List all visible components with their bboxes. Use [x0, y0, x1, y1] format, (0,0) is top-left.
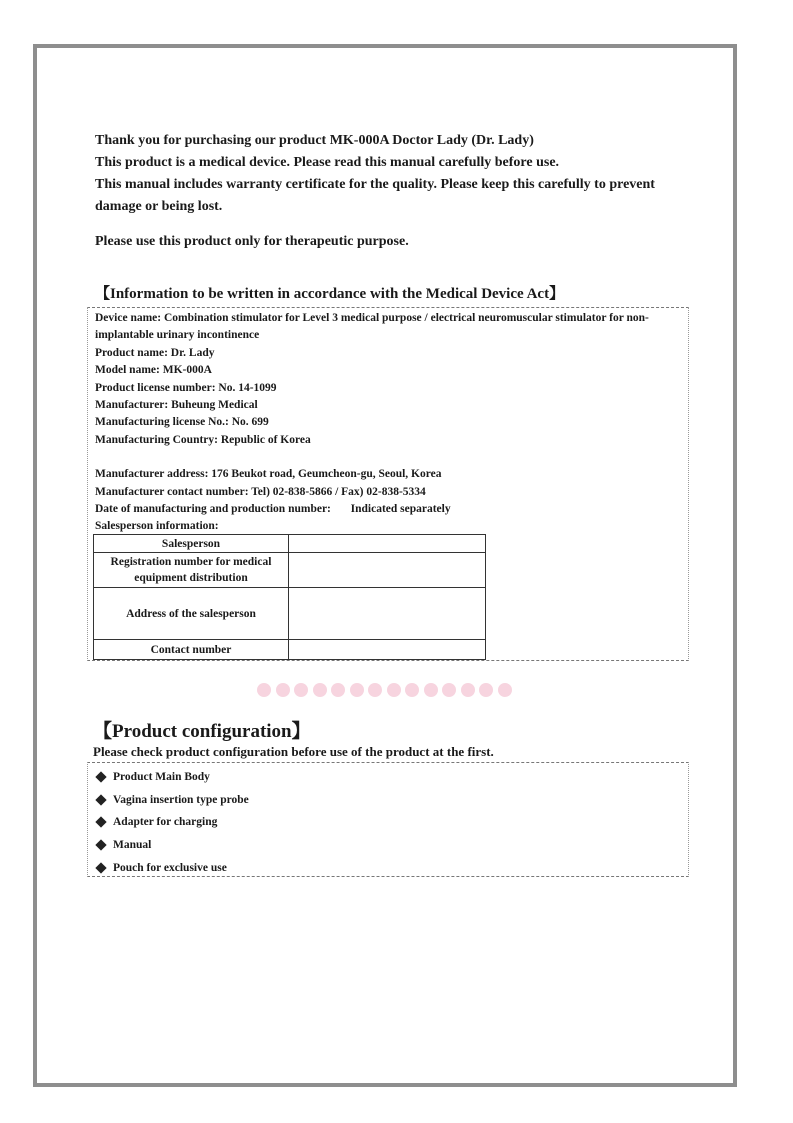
manufacturer-address: Manufacturer address: 176 Beukot road, Geumcheon-gu, Seoul, Korea	[95, 468, 442, 481]
product-configuration-title: 【Product configuration】	[93, 721, 311, 742]
diamond-icon	[95, 794, 106, 805]
registration-number-label: Registration number for medical equipment distribution	[94, 553, 289, 588]
spacer	[95, 449, 687, 466]
decorative-dot	[498, 683, 512, 697]
manufacturing-country: Manufacturing Country: Republic of Korea	[95, 433, 311, 446]
decorative-dot-divider	[257, 683, 512, 697]
salesperson-label: Salesperson	[94, 535, 289, 553]
intro-line-warranty: This manual includes warranty certificate for the quality. Please keep this carefully to prevent damage or being lost.	[95, 177, 655, 214]
decorative-dot	[387, 683, 401, 697]
decorative-dot	[276, 683, 290, 697]
decorative-dot	[350, 683, 364, 697]
registration-number-value-cell[interactable]	[289, 553, 486, 588]
salesperson-address-label: Address of the salesperson	[94, 588, 289, 640]
config-item-label: Vagina insertion type probe	[113, 793, 249, 806]
config-item-label: Product Main Body	[113, 771, 210, 784]
diamond-icon	[95, 862, 106, 873]
intro-line-thanks: Thank you for purchasing our product MK-000A Doctor Lady (Dr. Lady)	[95, 133, 534, 148]
manufacturing-date-line	[95, 501, 687, 518]
config-item-manual	[93, 834, 249, 857]
salesperson-info-label: Salesperson information:	[95, 520, 219, 533]
decorative-dot	[424, 683, 438, 697]
config-item-main-body	[93, 766, 249, 789]
salesperson-table	[93, 534, 486, 660]
decorative-dot	[405, 683, 419, 697]
product-configuration-list	[93, 766, 249, 879]
intro-text	[95, 130, 695, 218]
medical-info-heading: 【Information to be written in accordance with the Medical Device Act】	[95, 286, 565, 302]
diamond-icon	[95, 839, 106, 850]
contact-number-value-cell[interactable]	[289, 640, 486, 660]
intro-line-medical-device: This product is a medical device. Please read this manual carefully before use.	[95, 155, 560, 170]
diamond-icon	[95, 817, 106, 828]
license-number: Product license number: No. 14-1099	[95, 381, 277, 394]
config-item-label: Adapter for charging	[113, 816, 218, 829]
decorative-dot	[294, 683, 308, 697]
decorative-dot	[461, 683, 475, 697]
config-item-probe	[93, 789, 249, 812]
decorative-dot	[442, 683, 456, 697]
manufacturer: Manufacturer: Buheung Medical	[95, 399, 258, 412]
salesperson-value-cell[interactable]	[289, 535, 486, 553]
salesperson-address-value-cell[interactable]	[289, 588, 486, 640]
product-name: Product name: Dr. Lady	[95, 346, 215, 359]
decorative-dot	[257, 683, 271, 697]
therapeutic-note: Please use this product only for therapeutic purpose.	[95, 234, 409, 249]
contact-number-label: Contact number	[94, 640, 289, 660]
diamond-icon	[95, 772, 106, 783]
device-name: Device name: Combination stimulator for Level 3 medical purpose / electrical neuromuscular stimulator for non-implantable urinary incontinence	[95, 312, 649, 342]
manufacturing-date-label: Date of manufacturing and production number:	[95, 503, 331, 516]
model-name: Model name: MK-000A	[95, 364, 212, 377]
manufacturing-date-value: Indicated separately	[350, 503, 451, 516]
config-item-pouch	[93, 856, 249, 879]
decorative-dot	[331, 683, 345, 697]
product-configuration-subtitle: Please check product configuration before use of the product at the first.	[93, 744, 494, 759]
config-item-label: Manual	[113, 839, 152, 852]
config-item-label: Pouch for exclusive use	[113, 861, 227, 874]
config-item-adapter	[93, 811, 249, 834]
manufacturing-license: Manufacturing license No.: No. 699	[95, 416, 269, 429]
decorative-dot	[313, 683, 327, 697]
decorative-dot	[368, 683, 382, 697]
manufacturer-contact: Manufacturer contact number: Tel) 02-838-5866 / Fax) 02-838-5334	[95, 485, 426, 498]
medical-info-lines	[95, 310, 687, 536]
decorative-dot	[479, 683, 493, 697]
